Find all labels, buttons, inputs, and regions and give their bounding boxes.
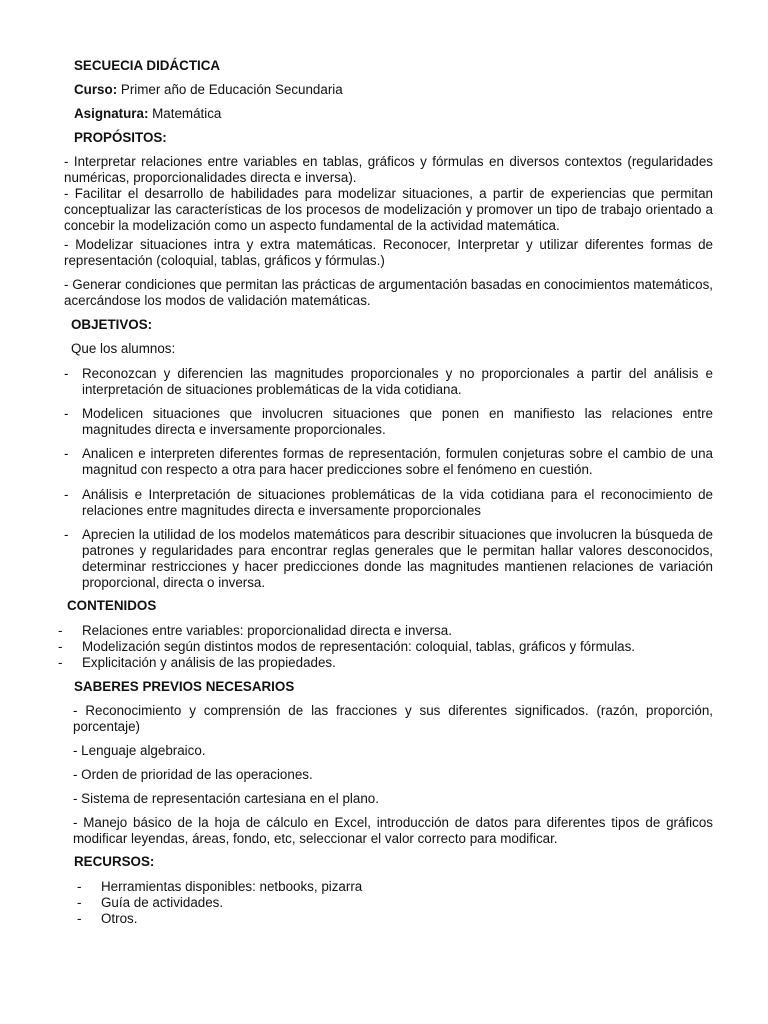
proposito-item: - Modelizar situaciones intra y extra matemáticas. Reconocer, Interpretar y utilizar diferentes formas de representación (coloquial, tablas, gráficos y fórmulas.): [64, 237, 713, 268]
contenido-text: Relaciones entre variables: proporcionalidad directa e inversa.: [82, 623, 452, 638]
list-dash: -: [58, 623, 63, 638]
recurso-text: Otros.: [101, 911, 138, 926]
list-dash: -: [77, 895, 82, 910]
saber-item: - Reconocimiento y comprensión de las fracciones y sus diferentes significados. (razón, proporción, porcentaje): [73, 703, 713, 734]
saber-item: - Orden de prioridad de las operaciones.: [73, 767, 313, 782]
proposito-item: - Interpretar relaciones entre variables en tablas, gráficos y fórmulas en diversos contextos (regularidades numéricas, proporcionalidades directa e inversa).: [64, 154, 713, 185]
asignatura-line: [74, 106, 723, 122]
proposito-item: - Facilitar el desarrollo de habilidades para modelizar situaciones, a partir de experiencias que permitan conceptualizar las características de los procesos de modelización y promover un tipo de trabajo orientado a concebir la modelización como un aspecto fundamental de la actividad matemática.: [64, 186, 713, 233]
objetivo-text: Modelicen situaciones que involucren situaciones que ponen en manifiesto las relaciones entre magnitudes directa e inversamente proporcionales.: [82, 406, 713, 437]
list-dash: -: [64, 527, 69, 542]
list-dash: -: [64, 366, 69, 381]
objetivo-text: Reconozcan y diferencien las magnitudes proporcionales y no proporcionales a partir del análisis e interpretación de situaciones problemáticas de la vida cotidiana.: [82, 366, 713, 397]
asignatura-label: Asignatura:: [74, 106, 149, 121]
propositos-heading: PROPÓSITOS:: [74, 130, 167, 145]
document-title: SECUECIA DIDÁCTICA: [74, 58, 221, 73]
recurso-text: Guía de actividades.: [101, 895, 224, 910]
objetivos-intro: Que los alumnos:: [71, 341, 176, 356]
list-dash: -: [77, 911, 82, 926]
contenidos-heading: CONTENIDOS: [67, 598, 157, 613]
saber-item: - Manejo básico de la hoja de cálculo en Excel, introducción de datos para diferentes tipos de gráficos modificar leyendas, áreas, fondo, etc, seleccionar el valor correcto para modificar.: [73, 815, 713, 846]
list-dash: -: [64, 446, 69, 461]
curso-line: [74, 82, 723, 98]
contenido-text: Explicitación y análisis de las propiedades.: [82, 655, 336, 670]
curso-label: Curso:: [74, 82, 118, 97]
saberes-heading: SABERES PREVIOS NECESARIOS: [74, 679, 295, 694]
asignatura-value: Matemática: [152, 106, 222, 121]
objetivos-heading: OBJETIVOS:: [71, 317, 153, 332]
list-dash: -: [77, 879, 82, 894]
list-dash: -: [58, 655, 63, 670]
list-dash: -: [64, 406, 69, 421]
objetivo-text: Aprecien la utilidad de los modelos matemáticos para describir situaciones que involucren la búsqueda de patrones y regularidades para encontrar reglas generales que le permitan hallar valores desconocidos, determinar restricciones y hacer predicciones donde las magnitudes mantienen relaciones de variación proporcional, directa o inversa.: [82, 527, 713, 590]
objetivo-text: Analicen e interpreten diferentes formas de representación, formulen conjeturas sobre el cambio de una magnitud con respecto a otra para hacer predicciones sobre el fenómeno en cuestión.: [82, 446, 713, 477]
curso-value: Primer año de Educación Secundaria: [120, 82, 343, 97]
list-dash: -: [58, 639, 63, 654]
recurso-text: Herramientas disponibles: netbooks, pizarra: [101, 879, 363, 894]
saber-item: - Sistema de representación cartesiana en el plano.: [73, 791, 379, 806]
recursos-heading: RECURSOS:: [74, 854, 155, 869]
objetivo-text: Análisis e Interpretación de situaciones problemáticas de la vida cotidiana para el reconocimiento de relaciones entre magnitudes directa e inversamente proporcionales: [82, 487, 713, 518]
saber-item: - Lenguaje algebraico.: [73, 743, 206, 758]
proposito-item: - Generar condiciones que permitan las prácticas de argumentación basadas en conocimientos matemáticos, acercándose los modos de validación matemáticas.: [64, 277, 713, 308]
contenido-text: Modelización según distintos modos de representación: coloquial, tablas, gráficos y fórmulas.: [82, 639, 636, 654]
list-dash: -: [64, 487, 69, 502]
